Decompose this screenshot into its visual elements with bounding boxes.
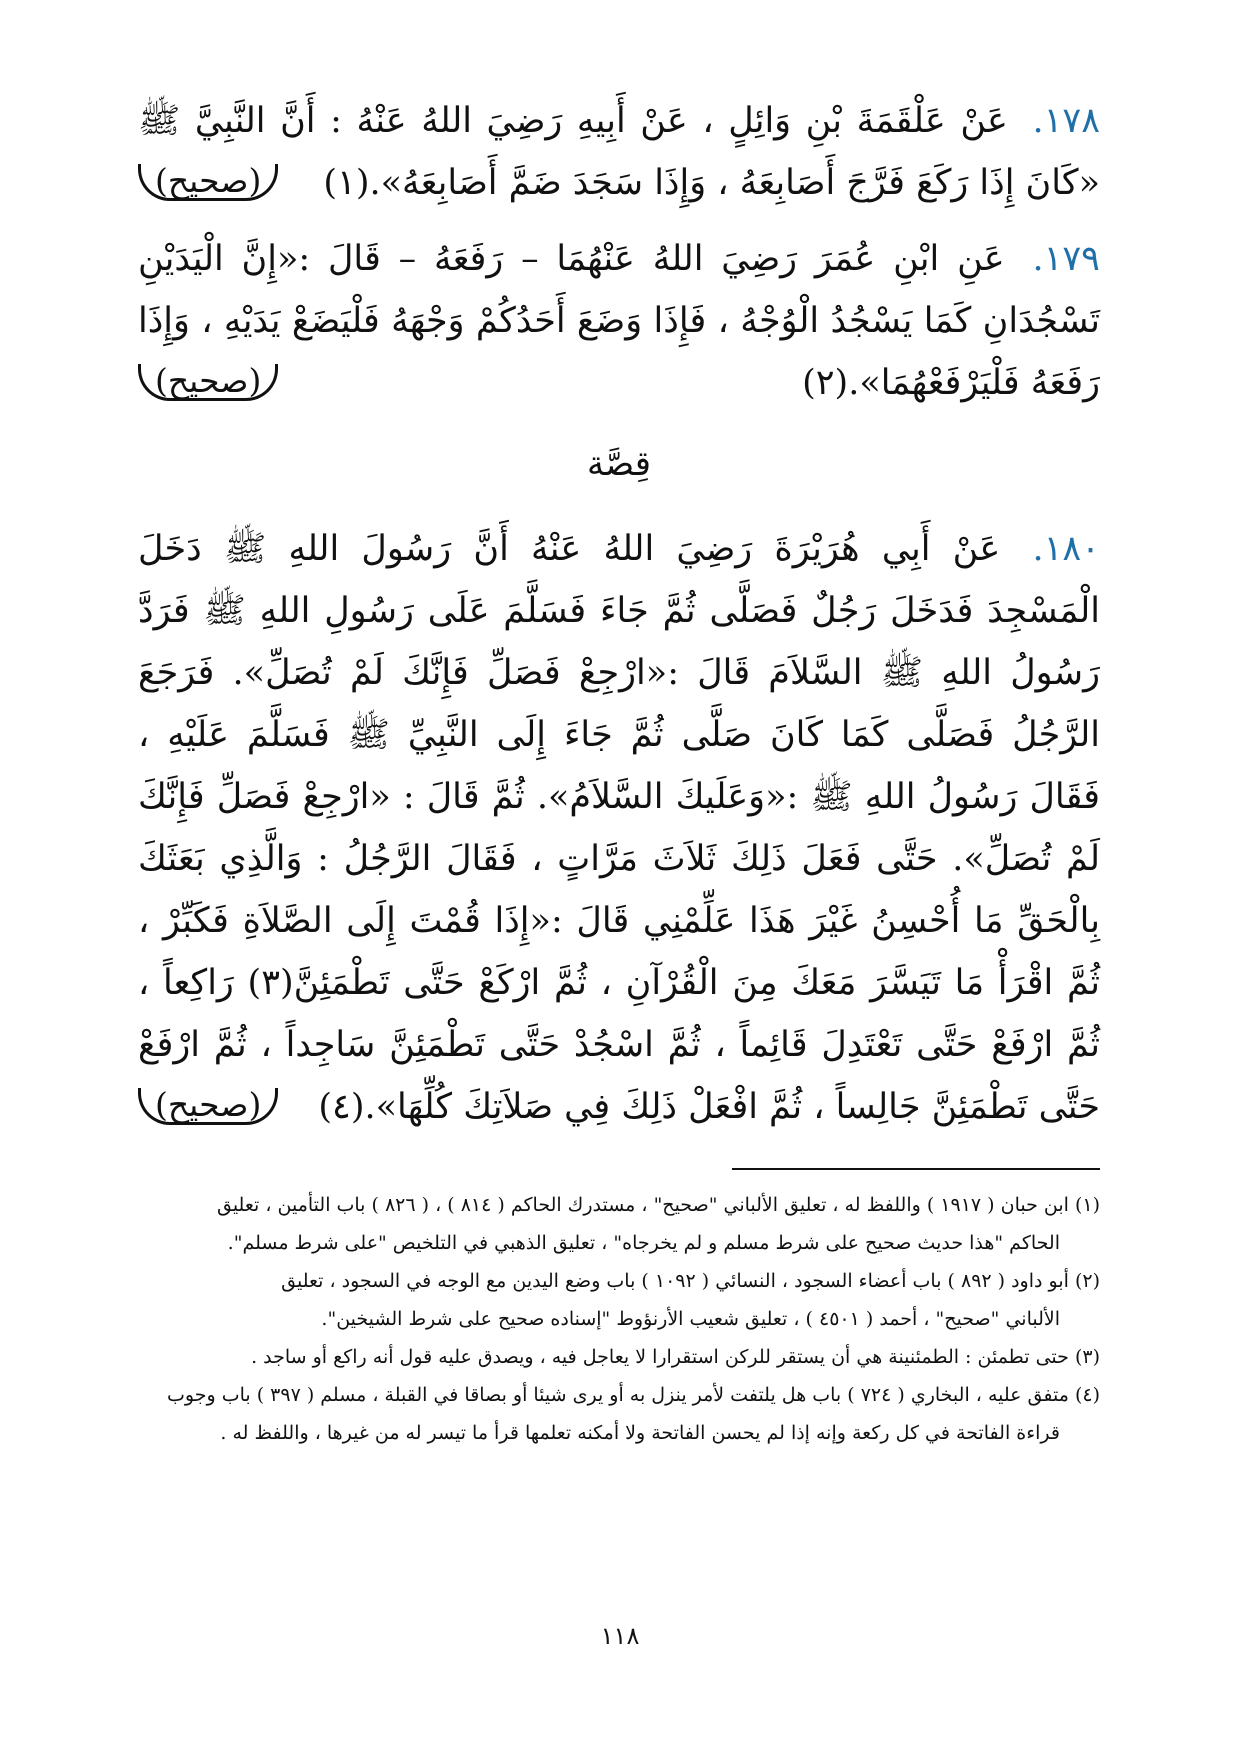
footnote-4 (138, 1376, 1100, 1452)
hadith-number: ١٧٩. (1032, 239, 1100, 279)
footnote-line: (٣) حتى تطمئن : الطمئنينة هي أن يستقر للركن استقرارا لا يعاجل فيه ، ويصدق عليه قول أنه راكع أو ساجد . (251, 1346, 1100, 1368)
footnote-3 (138, 1338, 1100, 1376)
hadith-text: عَنْ عَلْقَمَةَ بْنِ وَائِلٍ ، عَنْ أَبِيهِ رَضِيَ اللهُ عَنْهُ : أَنَّ النَّبِيَّ ﷺ «كَانَ إِذَا رَكَعَ فَرَّجَ أَصَابِعَهُ ، وَإِذَا سَجَدَ ضَمَّ أَصَابِعَهُ».(١) (138, 101, 1100, 203)
hadith-number: ١٨٠. (1032, 529, 1100, 569)
footnote-line: الحاكم "هذا حديث صحيح على شرط مسلم و لم يخرجاه" ، تعليق الذهبي في التلخيص "على شرط مسلم". (227, 1232, 1060, 1254)
grade-label: (صحيح) (138, 364, 278, 401)
footnote-2 (138, 1262, 1100, 1338)
section-title: قِصَّة (587, 444, 651, 484)
page-number: ١١٨ (600, 1622, 640, 1650)
book-page (138, 90, 1100, 1452)
footnote-1 (138, 1186, 1100, 1262)
hadith-178 (138, 90, 1100, 214)
hadith-179 (138, 228, 1100, 414)
footnote-divider (732, 1168, 1100, 1170)
footnotes (138, 1186, 1100, 1452)
footnote-line: الألباني "صحيح" ، أحمد ( ٤٥٠١ ) ، تعليق شعيب الأرنؤوط "إسناده صحيح على شرط الشيخين". (321, 1308, 1060, 1330)
footnote-line: (٢) أبو داود ( ٨٩٢ ) باب أعضاء السجود ، النسائي ( ١٠٩٢ ) باب وضع اليدين مع الوجه في السجود ، تعليق (281, 1270, 1100, 1292)
hadith-text: عَنْ أَبِي هُرَيْرَةَ رَضِيَ اللهُ عَنْهُ أَنَّ رَسُولَ اللهِ ﷺ دَخَلَ الْمَسْجِدَ فَدَخَلَ رَجُلٌ فَصَلَّى ثُمَّ جَاءَ فَسَلَّمَ عَلَى رَسُولِ اللهِ ﷺ فَرَدَّ رَسُولُ اللهِ ﷺ السَّلاَمَ قَالَ :«ارْجِعْ فَصَلِّ فَإِنَّكَ لَمْ تُصَلِّ». فَرَجَعَ الرَّجُلُ فَصَلَّى كَمَا كَانَ صَلَّى ثُمَّ جَاءَ إِلَى النَّبِيِّ ﷺ فَسَلَّمَ عَلَيْهِ ، فَقَالَ رَسُولُ اللهِ ﷺ :«وَعَلَيكَ السَّلاَمُ». ثُمَّ قَالَ : «ارْجِعْ فَصَلِّ فَإِنَّكَ لَمْ تُصَلِّ». حَتَّى فَعَلَ ذَلِكَ ثَلاَثَ مَرَّاتٍ ، فَقَالَ الرَّجُلُ : وَالَّذِي بَعَثَكَ بِالْحَقِّ مَا أُحْسِنُ غَيْرَ هَذَا عَلِّمْنِي قَالَ :«إِذَا قُمْتَ إِلَى الصَّلاَةِ فَكَبِّرْ ، ثُمَّ اقْرَأْ مَا تَيَسَّرَ مَعَكَ مِنَ الْقُرْآنِ ، ثُمَّ ارْكَعْ حَتَّى تَطْمَئِنَّ(٣) رَاكِعاً ، ثُمَّ ارْفَعْ حَتَّى تَعْتَدِلَ قَائِماً ، ثُمَّ اسْجُدْ حَتَّى تَطْمَئِنَّ سَاجِداً ، ثُمَّ ارْفَعْ حَتَّى تَطْمَئِنَّ جَالِساً ، ثُمَّ افْعَلْ ذَلِكَ فِي صَلاَتِكَ كُلِّهَا».(٤) (138, 529, 1101, 1127)
grade-label: (صحيح) (138, 164, 278, 201)
grade-label: (صحيح) (138, 1088, 278, 1125)
hadith-text: عَنِ ابْنِ عُمَرَ رَضِيَ اللهُ عَنْهُمَا – رَفَعَهُ – قَالَ :«إِنَّ الْيَدَيْنِ تَسْجُدَانِ كَمَا يَسْجُدُ الْوُجْهُ ، فَإِذَا وَضَعَ أَحَدُكُمْ وَجْهَهُ فَلْيَضَعْ يَدَيْهِ ، وَإِذَا رَفَعَهُ فَلْيَرْفَعْهُمَا».(٢) (138, 239, 1100, 403)
hadith-number: ١٧٨. (1032, 101, 1100, 141)
hadith-180 (138, 518, 1100, 1138)
footnote-line: (١) ابن حبان ( ١٩١٧ ) واللفظ له ، تعليق الألباني "صحيح" ، مستدرك الحاكم ( ٨١٤ ) ، ( ٨٢٦ ) باب التأمين ، تعليق (216, 1194, 1100, 1216)
footnote-line: (٤) متفق عليه ، البخاري ( ٧٢٤ ) باب هل يلتفت لأمر ينزل به أو يرى شيئا أو بصاقا في القبلة ، مسلم ( ٣٩٧ ) باب وجوب (167, 1384, 1100, 1406)
footnote-line: قراءة الفاتحة في كل ركعة وإنه إذا لم يحسن الفاتحة ولا أمكنه تعلمها قرأ ما تيسر له من غيرها ، واللفظ له . (220, 1422, 1060, 1444)
